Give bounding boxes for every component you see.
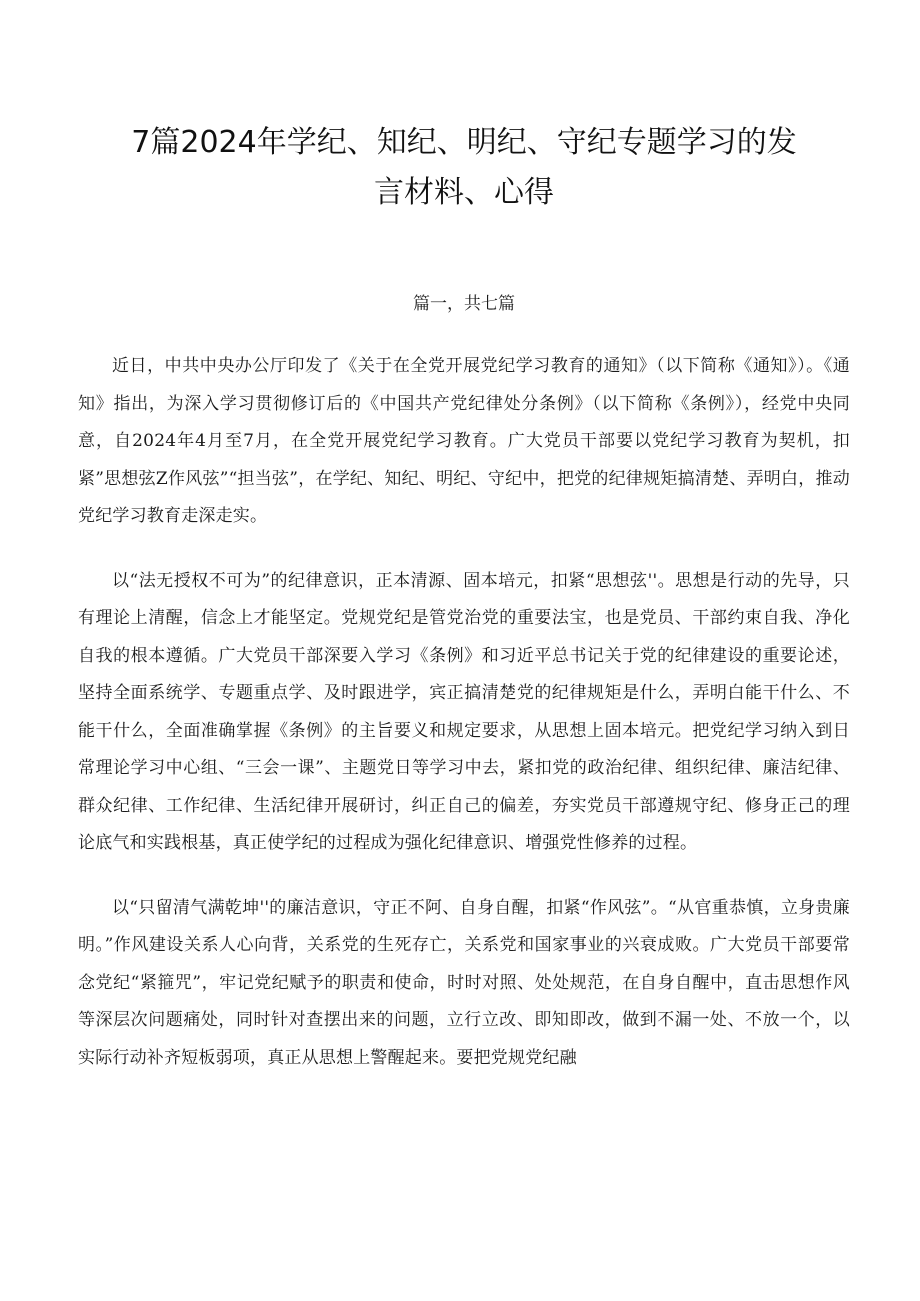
title-line-1: 7篇2024年学纪、知纪、明纪、守纪专题学习的发 bbox=[131, 125, 797, 160]
paragraph-2: 以“法无授权不可为”的纪律意识，正本清源、固本培元，扣紧“思想弦''。思想是行动的先导，只有理论上清醒，信念上才能坚定。党规党纪是管党治党的重要法宝，也是党员、干部约束自我、净化自我的根本遵循。广大党员干部深要入学习《条例》和习近平总书记关于党的纪律建设的重要论述，坚持全面系统学、专题重点学、及时跟进学，宾正搞清楚党的纪律规矩是什么，弄明白能干什么、不能干什么，全面准确掌握《条例》的主旨要义和规定要求，从思想上固本培元。把党纪学习纳入到日常理论学习中心组、“三会一课”、主题党日等学习中去，紧扣党的政治纪律、组织纪律、廉洁纪律、群众纪律、工作纪律、生活纪律开展研讨，纠正自己的偏差，夯实党员干部遵规守纪、修身正己的理论底气和实践根基，真正使学纪的过程成为强化纪律意识、增强党性修养的过程。 bbox=[78, 570, 850, 853]
title-line-2: 言材料、心得 bbox=[374, 175, 554, 210]
paragraph-1: 近日，中共中央办公厅印发了《关于在全党开展党纪学习教育的通知》（以下简称《通知》）。《通知》指出，为深入学习贯彻修订后的《中国共产党纪律处分条例》（以下简称《条例》），经党中央同意，自2024年4月至7月，在全党开展党纪学习教育。广大党员干部要以党纪学习教育为契机，扣紧”思想弦Z作风弦”“担当弦”，在学纪、知纪、明纪、守纪中，把党的纪律规矩搞清楚、弄明白，推动党纪学习教育走深走实。 bbox=[78, 356, 850, 526]
section-subtitle: 篇一，共七篇 bbox=[413, 294, 515, 314]
document-title bbox=[78, 118, 850, 218]
paragraph-3: 以“只留清气满乾坤''的廉洁意识，守正不阿、自身自醒，扣紧“作风弦”。“从官重恭慎，立身贵廉明。”作风建设关系人心向背，关系党的生死存亡，关系党和国家事业的兴衰成败。广大党员干部要常念党纪“紧箍咒”，牢记党纪赋予的职责和使命，时时对照、处处规范，在自身自醒中，直击思想作风等深层次问题痛处，同时针对查摆出来的问题，立行立改、即知即改，做到不漏一处、不放一个，以实际行动补齐短板弱项，真正从思想上警醒起来。要把党规党纪融 bbox=[78, 897, 850, 1068]
